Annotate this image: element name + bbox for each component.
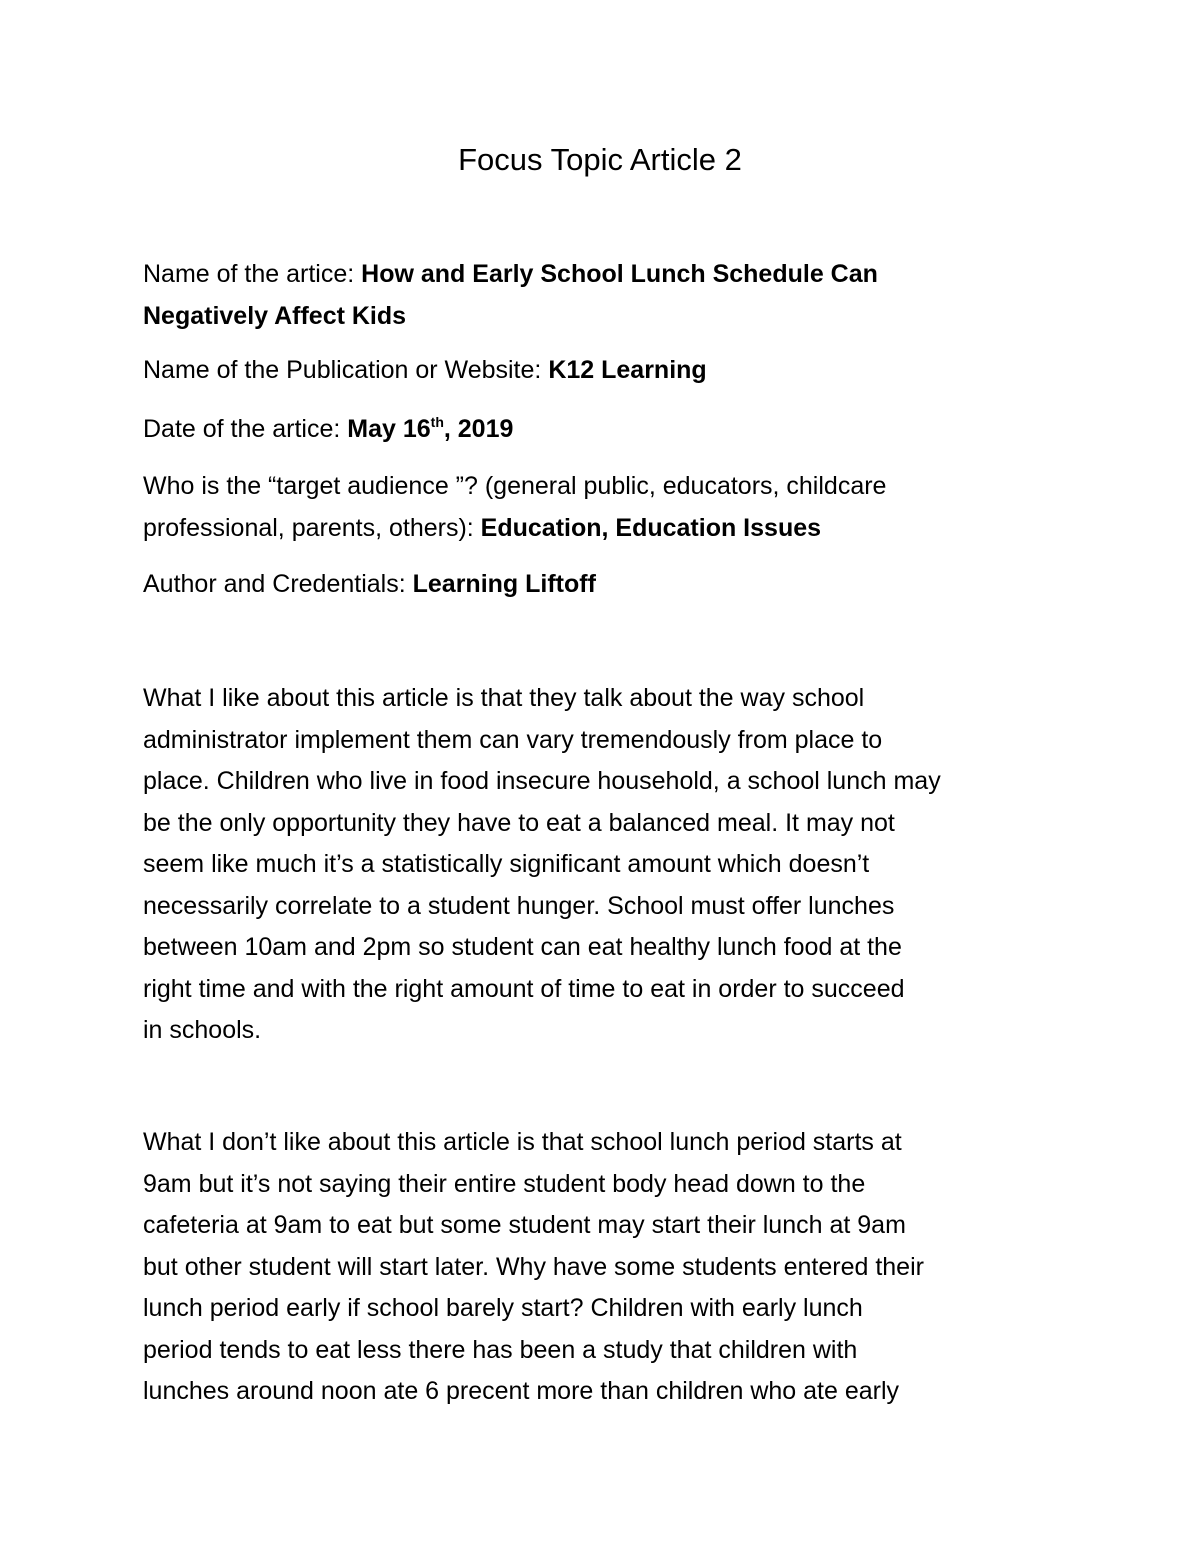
paragraph-line: be the only opportunity they have to eat a balanced meal. It may not (143, 808, 895, 837)
audience-value: Education, Education Issues (480, 513, 822, 542)
date-value (347, 415, 513, 443)
article-name-field (143, 254, 1063, 337)
audience-line-2 (143, 508, 1063, 550)
paragraph-line: lunch period early if school barely start? Children with early lunch (143, 1294, 863, 1322)
paragraph-line: right time and with the right amount of time to eat in order to succeed (143, 974, 905, 1003)
date-field (143, 409, 1063, 451)
date-ordinal-suffix: th (430, 414, 444, 430)
date-value-suffix: , 2019 (443, 415, 514, 443)
paragraph-line: period tends to eat less there has been a study that children with (143, 1335, 858, 1364)
article-name-value-2: Negatively Affect Kids (143, 301, 407, 330)
author-value: Learning Liftoff (412, 570, 596, 598)
date-label: Date of the artice: (143, 415, 348, 443)
author-field (143, 564, 1063, 606)
paragraph-line: What I like about this article is that they talk about the way school (143, 684, 865, 712)
paragraph-line: What I don’t like about this article is that school lunch period starts at (143, 1128, 902, 1156)
article-name-label: Name of the artice: (143, 260, 362, 288)
audience-label-line-1: Who is the “target audience ”? (general public, educators, childcare (143, 472, 887, 500)
paragraph-line: administrator implement them can vary tremendously from place to (143, 725, 883, 754)
paragraph-line: place. Children who live in food insecure household, a school lunch may (143, 767, 941, 795)
dislike-paragraph (143, 1122, 1063, 1413)
article-name-line-1 (143, 254, 1063, 296)
audience-label-line-2: professional, parents, others): (143, 513, 481, 542)
date-line (143, 409, 1063, 451)
like-paragraph (143, 678, 1063, 1052)
publication-line (143, 350, 1063, 392)
audience-field (143, 466, 1063, 549)
publication-label: Name of the Publication or Website: (143, 356, 549, 384)
publication-value: K12 Learning (548, 356, 707, 384)
paragraph-line: cafeteria at 9am to eat but some student may start their lunch at 9am (143, 1211, 906, 1239)
author-line (143, 564, 1063, 606)
article-name-value-1: How and Early School Lunch Schedule Can (361, 260, 878, 288)
paragraph-line: necessarily correlate to a student hunger. School must offer lunches (143, 891, 895, 920)
date-value-prefix: May 16 (347, 415, 431, 443)
paragraph-line: between 10am and 2pm so student can eat healthy lunch food at the (143, 933, 902, 961)
author-label: Author and Credentials: (143, 570, 413, 598)
paragraph-line: in schools. (143, 1016, 262, 1044)
paragraph-line: but other student will start later. Why have some students entered their (143, 1252, 924, 1281)
document-title: Focus Topic Article 2 (458, 142, 742, 177)
paragraph-line: 9am but it’s not saying their entire student body head down to the (143, 1169, 866, 1198)
paragraph-line: seem like much it’s a statistically significant amount which doesn’t (143, 850, 870, 878)
publication-field (143, 350, 1063, 392)
paragraph-line: lunches around noon ate 6 precent more than children who ate early (143, 1377, 900, 1405)
